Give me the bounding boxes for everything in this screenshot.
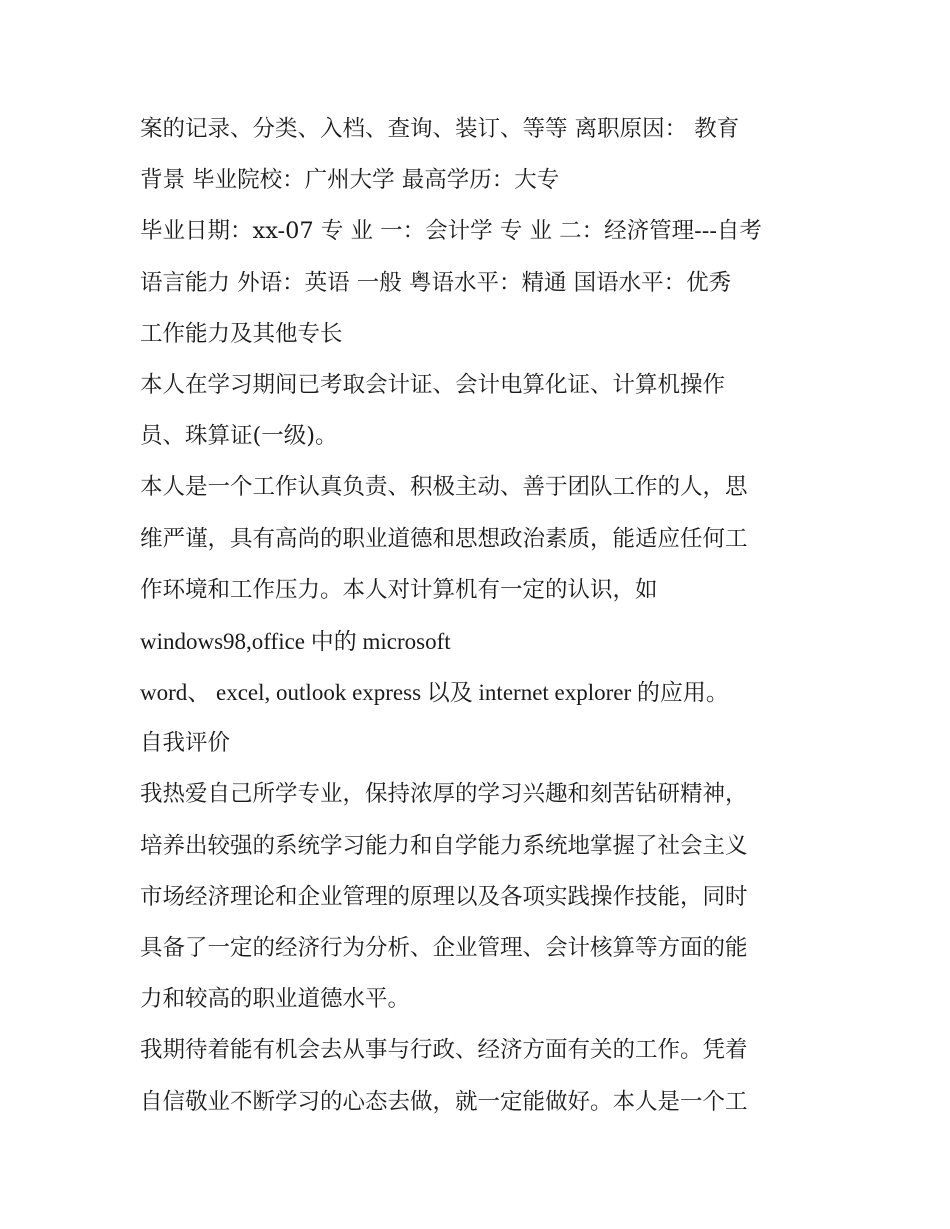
text-line: 本人是一个工作认真负责、积极主动、善于团队工作的人，思 [140, 474, 748, 501]
text-line: windows98,office 中的 microsoft [140, 628, 451, 654]
text-line: 我期待着能有机会去从事与行政、经济方面有关的工作。凭着 [140, 1037, 748, 1064]
text-line: 力和较高的职业道德水平。 [140, 986, 411, 1013]
text-line: 毕业日期：xx-07 专 业 一：会计学 专 业 二：经济管理---自考 [140, 218, 762, 245]
text-line: word、 excel, outlook express 以及 internet explorer 的应用。 [140, 680, 729, 706]
section-heading: 自我评价 [140, 730, 231, 757]
text-line: 本人在学习期间已考取会计证、会计电算化证、计算机操作 [140, 371, 726, 398]
document-body [140, 104, 820, 1128]
text-line: 市场经济理论和企业管理的原理以及各项实践操作技能，同时 [140, 883, 748, 910]
text-line: 背景 毕业院校：广州大学 最高学历：大专 [140, 167, 560, 194]
text-line: 我热爱自己所学专业，保持浓厚的学习兴趣和刻苦钻研精神， [140, 781, 748, 808]
text-line: 具备了一定的经济行为分析、企业管理、会计核算等方面的能 [140, 935, 748, 961]
text-line: 维严谨，具有高尚的职业道德和思想政治素质，能适应任何工 [140, 525, 748, 552]
text-line: 员、珠算证(一级)。 [140, 423, 338, 450]
section-heading: 工作能力及其他专长 [140, 320, 343, 347]
text-line: 案的记录、分类、入档、查询、装订、等等 离职原因： 教育 [140, 116, 740, 142]
text-line: 作环境和工作压力。本人对计算机有一定的认识，如 [140, 576, 658, 603]
text-line: 语言能力 外语：英语 一般 粤语水平：精通 国语水平：优秀 [140, 269, 732, 296]
text-line: 自信敬业不断学习的心态去做，就一定能做好。本人是一个工 [140, 1088, 748, 1115]
text-line: 培养出较强的系统学习能力和自学能力系统地掌握了社会主义 [140, 832, 748, 859]
